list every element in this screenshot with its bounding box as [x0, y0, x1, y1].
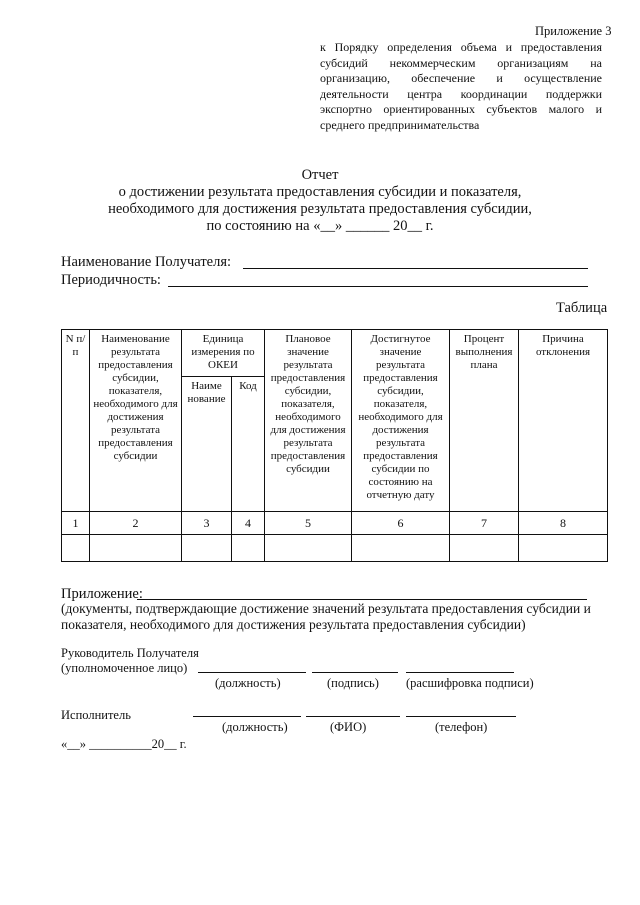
header-unit-code: Код: [232, 377, 265, 512]
table-cell: [265, 535, 352, 562]
appendix-label: Приложение:: [61, 586, 143, 602]
header-name: Наименование результата предоставления субсидии, показателя, необходимого для достижения результата предоставления субсидии: [90, 330, 182, 512]
annex-title: Приложение 3: [535, 24, 612, 38]
executor-phone-line: [406, 716, 516, 717]
periodicity-field-line: [168, 286, 588, 287]
table-row: [62, 535, 608, 562]
recipient-label: Наименование Получателя:: [61, 254, 232, 270]
header-percent: Процент выполнения плана: [450, 330, 519, 512]
header-achieved: Достигнутое значение результата предоставления субсидии, показателя, необходимого для достижения результата предоставления субсидии по состоянию на отчетную дату: [352, 330, 450, 512]
table-cell: [352, 535, 450, 562]
column-number: 7: [450, 512, 519, 535]
report-date-line: по состоянию на «__» ______ 20__ г.: [206, 218, 434, 234]
column-number: 4: [232, 512, 265, 535]
table-label: Таблица: [556, 300, 608, 316]
report-title: Отчет: [301, 167, 339, 183]
column-number: 3: [182, 512, 232, 535]
signature-date: «__» __________20__ г.: [61, 737, 187, 751]
table-cell: [450, 535, 519, 562]
executor-position-line: [193, 716, 301, 717]
table-cell: [182, 535, 232, 562]
appendix-field-line: [137, 599, 587, 600]
periodicity-label: Периодичность:: [61, 272, 161, 288]
head-position-caption: (должность): [215, 676, 281, 690]
head-signature-line: [312, 672, 398, 673]
column-number: 1: [62, 512, 90, 535]
executor-position-caption: (должность): [222, 720, 288, 734]
report-title-line-3: необходимого для достижения результата предоставления субсидии,: [108, 201, 532, 217]
column-number: 6: [352, 512, 450, 535]
report-table: [61, 329, 608, 562]
executor-fio-line: [306, 716, 400, 717]
head-label: Руководитель Получателя: [61, 646, 199, 660]
recipient-field-line: [243, 268, 588, 269]
header-num: N п/п: [62, 330, 90, 512]
head-signature-caption: (подпись): [327, 676, 379, 690]
table-cell: [232, 535, 265, 562]
executor-label: Исполнитель: [61, 708, 131, 722]
head-authorized-label: (уполномоченное лицо): [61, 661, 188, 675]
report-title-line-2: о достижении результата предоставления субсидии и показателя,: [118, 184, 522, 200]
column-number: 5: [265, 512, 352, 535]
column-number: 2: [90, 512, 182, 535]
table-cell: [62, 535, 90, 562]
table-cell: [90, 535, 182, 562]
header-reason: Причина отклонения: [519, 330, 608, 512]
annex-text: к Порядку определения объема и предоставления субсидий некоммерческим организациям на организацию, обеспечение и осуществление деятельности центра координации поддержки экспортно ориентированных субъектов малого и среднего предпринимательства: [320, 40, 602, 132]
table-cell: [519, 535, 608, 562]
executor-fio-caption: (ФИО): [330, 720, 367, 734]
header-unit: Единица измерения по ОКЕИ: [182, 330, 265, 377]
head-decoding-line: [406, 672, 514, 673]
header-planned: Плановое значение результата предоставления субсидии, показателя, необходимого для достижения результата предоставления субсидии: [265, 330, 352, 512]
executor-phone-caption: (телефон): [435, 720, 488, 734]
column-number: 8: [519, 512, 608, 535]
head-position-line: [198, 672, 306, 673]
head-decoding-caption: (расшифровка подписи): [406, 676, 534, 690]
appendix-note: (документы, подтверждающие достижение значений результата предоставления субсидии и показателя, необходимого для достижения результата предоставления субсидии): [61, 601, 591, 632]
header-unit-name: Наиме нование: [182, 377, 232, 512]
